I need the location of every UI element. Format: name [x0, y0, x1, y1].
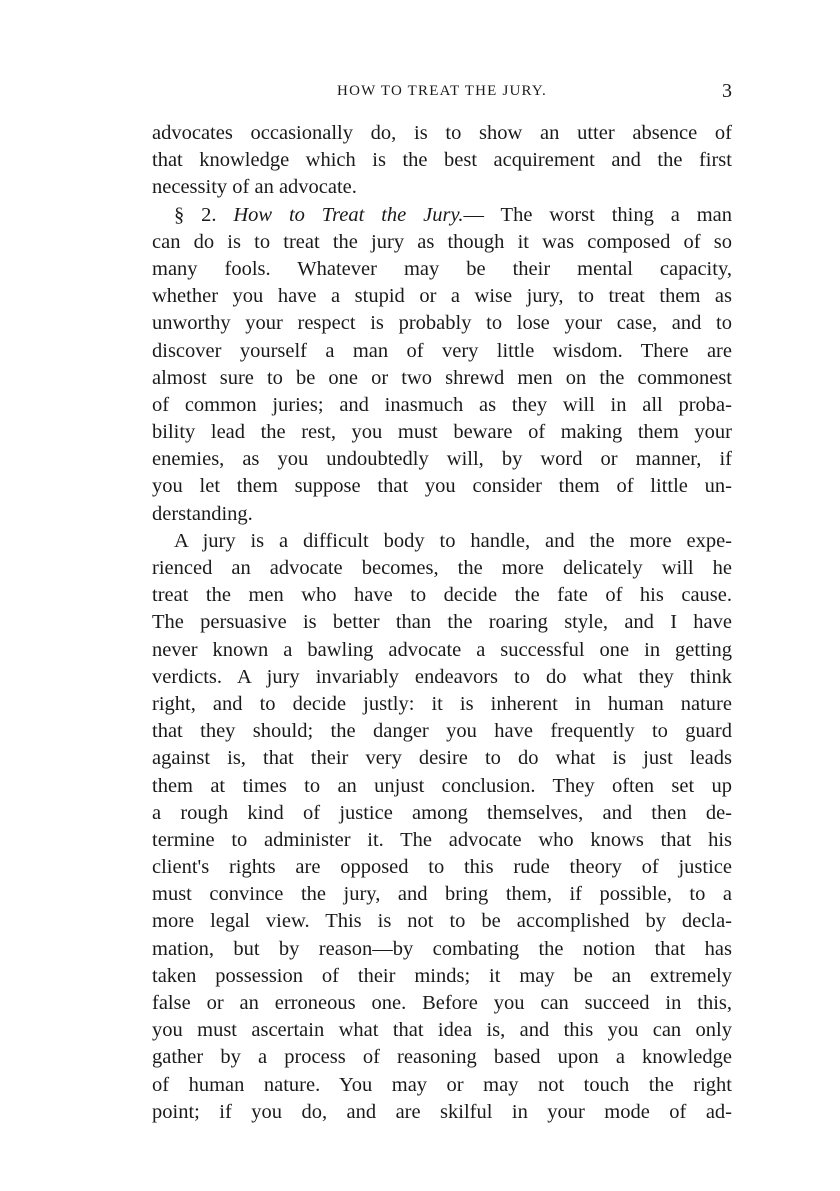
text-line: termine to administer it. The advocate who knows that his [152, 828, 732, 851]
text-line: mation, but by reason—by combating the notion that has [152, 937, 732, 960]
text-line: never known a bawling advocate a successful one in getting [152, 638, 732, 661]
text-line: them at times to an unjust conclusion. They often set up [152, 774, 732, 797]
text-line: taken possession of their minds; it may be an extremely [152, 964, 732, 987]
text-line: The persuasive is better than the roaring style, and I have [152, 611, 732, 634]
text-line: whether you have a stupid or a wise jury, to treat them as [152, 285, 732, 308]
text-line: can do is to treat the jury as though it was composed of so [152, 230, 732, 253]
text-line: point; if you do, and are skilful in your mode of ad- [152, 1100, 732, 1123]
text-line: against is, that their very desire to do what is just leads [152, 747, 732, 770]
text-line: unworthy your respect is probably to lose your case, and to [152, 312, 732, 335]
section-lead-text: — The worst thing a man [463, 203, 733, 226]
text-line: necessity of an advocate. [152, 176, 357, 199]
section-title: How to Treat the Jury. [233, 203, 464, 226]
text-line: many fools. Whatever may be their mental capacity, [152, 257, 732, 280]
text-line: discover yourself a man of very little wisdom. There are [152, 339, 732, 362]
text-line: enemies, as you undoubtedly will, by word or manner, if [152, 448, 732, 471]
text-line: client's rights are opposed to this rude theory of justice [152, 856, 732, 879]
text-line: that knowledge which is the best acquirement and the first [152, 149, 732, 172]
text-line: of common juries; and inasmuch as they will in all proba- [152, 393, 732, 416]
text-line: more legal view. This is not to be accomplished by decla- [152, 910, 732, 933]
text-line: almost sure to be one or two shrewd men on the commonest [152, 366, 732, 389]
running-title: HOW TO TREAT THE JURY. [337, 83, 547, 99]
text-line: verdicts. A jury invariably endeavors to do what they think [152, 665, 732, 688]
text-line: right, and to decide justly: it is inherent in human nature [152, 692, 732, 715]
section-heading-line [152, 202, 732, 229]
page-number: 3 [722, 80, 732, 102]
text-line: that they should; the danger you have frequently to guard [152, 720, 732, 743]
text-line: false or an erroneous one. Before you can succeed in this, [152, 992, 732, 1014]
text-line: you must ascertain what that idea is, and this you can only [152, 1019, 732, 1042]
text-line: A jury is a difficult body to handle, and the more expe- [174, 529, 732, 552]
text-line: rienced an advocate becomes, the more delicately will he [152, 557, 732, 579]
text-line: a rough kind of justice among themselves, and then de- [152, 801, 732, 824]
page-header [152, 80, 732, 104]
text-line: you let them suppose that you consider them of little un- [152, 475, 732, 498]
body-text [152, 120, 732, 1126]
text-line: derstanding. [152, 502, 253, 525]
text-line: advocates occasionally do, is to show an utter absence of [152, 122, 732, 144]
text-line: bility lead the rest, you must beware of making them your [152, 421, 732, 444]
section-number: § 2. [174, 203, 217, 226]
text-line: of human nature. You may or may not touch the right [152, 1073, 732, 1096]
text-line: must convince the jury, and bring them, if possible, to a [152, 883, 732, 906]
text-line: gather by a process of reasoning based upon a knowledge [152, 1046, 732, 1069]
text-line: treat the men who have to decide the fate of his cause. [152, 584, 732, 607]
